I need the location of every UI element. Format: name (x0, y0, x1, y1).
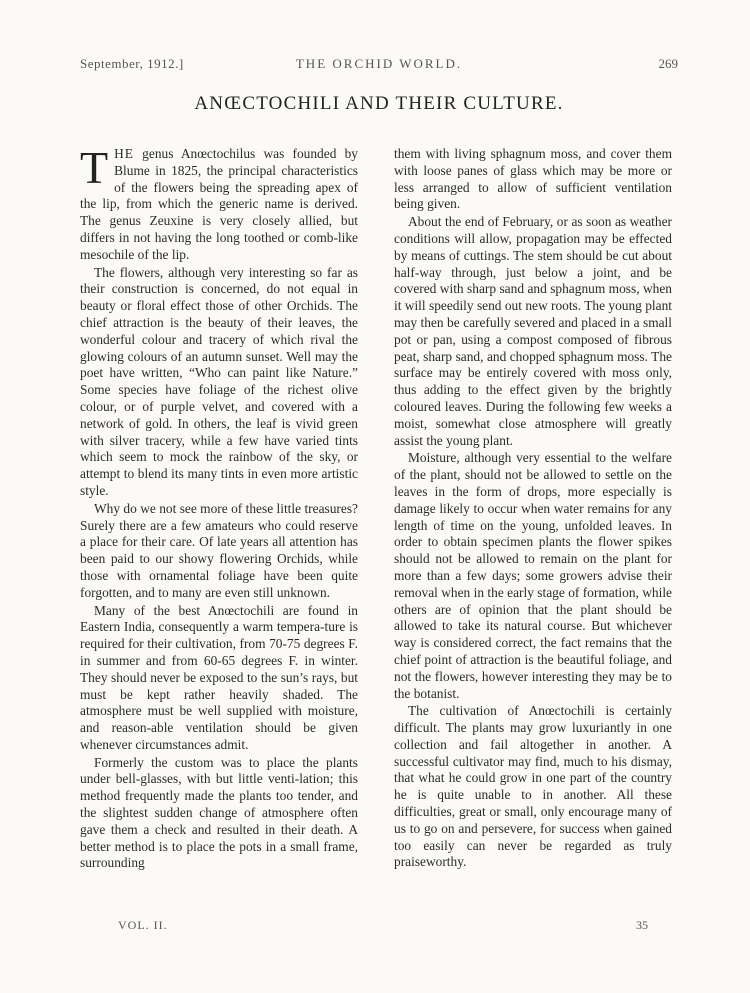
footer-volume: VOL. II. (118, 918, 168, 932)
running-head (80, 56, 678, 76)
drop-cap: T (80, 142, 109, 193)
paragraph-3: Why do we not see more of these little treasures? Surely there are a few amateurs who could reserve a place for their care. Of late years all attention has been paid to our showy flowering Orchids, while those with ornamental foliage have been quite forgotten, and to many are even still unknown. (80, 500, 358, 600)
paragraph-5: Formerly the custom was to place the plants under bell-glasses, with but little venti-lation; this method frequently made the plants too tender, and the slightest sudden change of atmosphere often gave them a check and resulted in their death. A better method is to place the pots in a small frame, surrounding (80, 754, 358, 871)
page-footer (80, 918, 678, 936)
paragraph-4: Many of the best Anœctochili are found in Eastern India, consequently a warm tempera-ture is required for their cultivation, from 70-75 degrees F. in summer and from 60-65 degrees F. in winter. They should never be exposed to the sun’s rays, but must be kept rather heavily shaded. The atmosphere must be well supplied with moisture, and reason-able ventilation should be given whenever circumstances admit. (80, 602, 358, 752)
paragraph-continued: them with living sphagnum moss, and cover them with loose panes of glass which may be more or less arranged to allow of sufficient ventilation being given. (394, 146, 672, 212)
article-title: ANŒCTOCHILI AND THEIR CULTURE. (194, 93, 564, 114)
footer-page-number: 35 (636, 918, 648, 932)
right-column (394, 146, 672, 872)
left-column (80, 142, 358, 873)
paragraph-1-text: genus Anœctochilus was founded by Blume in 1825, the principal characteristics of the flowers being the spreading apex of the lip, from which the generic name is derived. The genus Zeuxine is very closely allied, but differs in not having the long toothed or comb-like mesochile of the lip. (80, 146, 358, 262)
paragraph-2: The flowers, although very interesting so far as their construction is concerned, do not equal in beauty or floral effect those of other Orchids. The chief attraction is the beauty of their leaves, the wonderful colour and tracery of which rival the glowing colours of an autumn sunset. Well may the poet have written, “Who can paint like Nature.” Some species have foliage of the richest olive colour, or of purple velvet, and covered with a network of gold. In others, the leaf is vivid green with silver tracery, while a few have varied tints which seem to mock the rainbow of the sky, or attempt to blend its many tints in even more artistic style. (80, 264, 358, 498)
paragraph-1-lead: HE (114, 146, 134, 161)
paragraph-8: The cultivation of Anœctochili is certainly difficult. The plants may grow luxuriantly in one collection and fail altogether in another. A successful cultivator may find, much to his dismay, that what he could grow in one part of the country he is quite unable to in another. All these difficulties, great or small, only encourage many of us to go on and persevere, for success when gained too easily can never be regarded as truly praiseworthy. (394, 703, 672, 870)
paragraph-7: Moisture, although very essential to the welfare of the plant, should not be allowed to settle on the leaves in the form of drops, more especially is damage likely to occur when water remains for any length of time on the young, unfolded leaves. In order to obtain specimen plants the flower spikes should not be allowed to remain on the plant for more than a few days; some growers advise their removal when in the early stage of formation, while others are of opinion that the plant should be allowed to take its natural course. But whichever way is considered correct, the fact remains that the chief point of attraction is the beautiful foliage, and not the flowers, however interesting they may be to the botanist. (394, 450, 672, 701)
running-head-date: September, 1912.] (80, 56, 184, 71)
running-head-journal-title: THE ORCHID WORLD. (295, 56, 463, 71)
running-head-page-number: 269 (658, 56, 678, 71)
paragraph-6: About the end of February, or as soon as weather conditions will allow, propagation may be effected by means of cuttings. The stem should be cut about half-way through, just below a joint, and be covered with sharp sand and sphagnum moss, when it will speedily send out new roots. The young plant may then be carefully severed and placed in a small pot or pan, using a compost composed of fibrous peat, sharp sand, and chopped sphagnum moss. The surface may be entirely covered with moss only, thus adding to the effect given by the brightly coloured leaves. During the following few weeks a moist, somewhat close atmosphere will greatly assist the young plant. (394, 214, 672, 448)
paragraph-1 (80, 142, 358, 264)
